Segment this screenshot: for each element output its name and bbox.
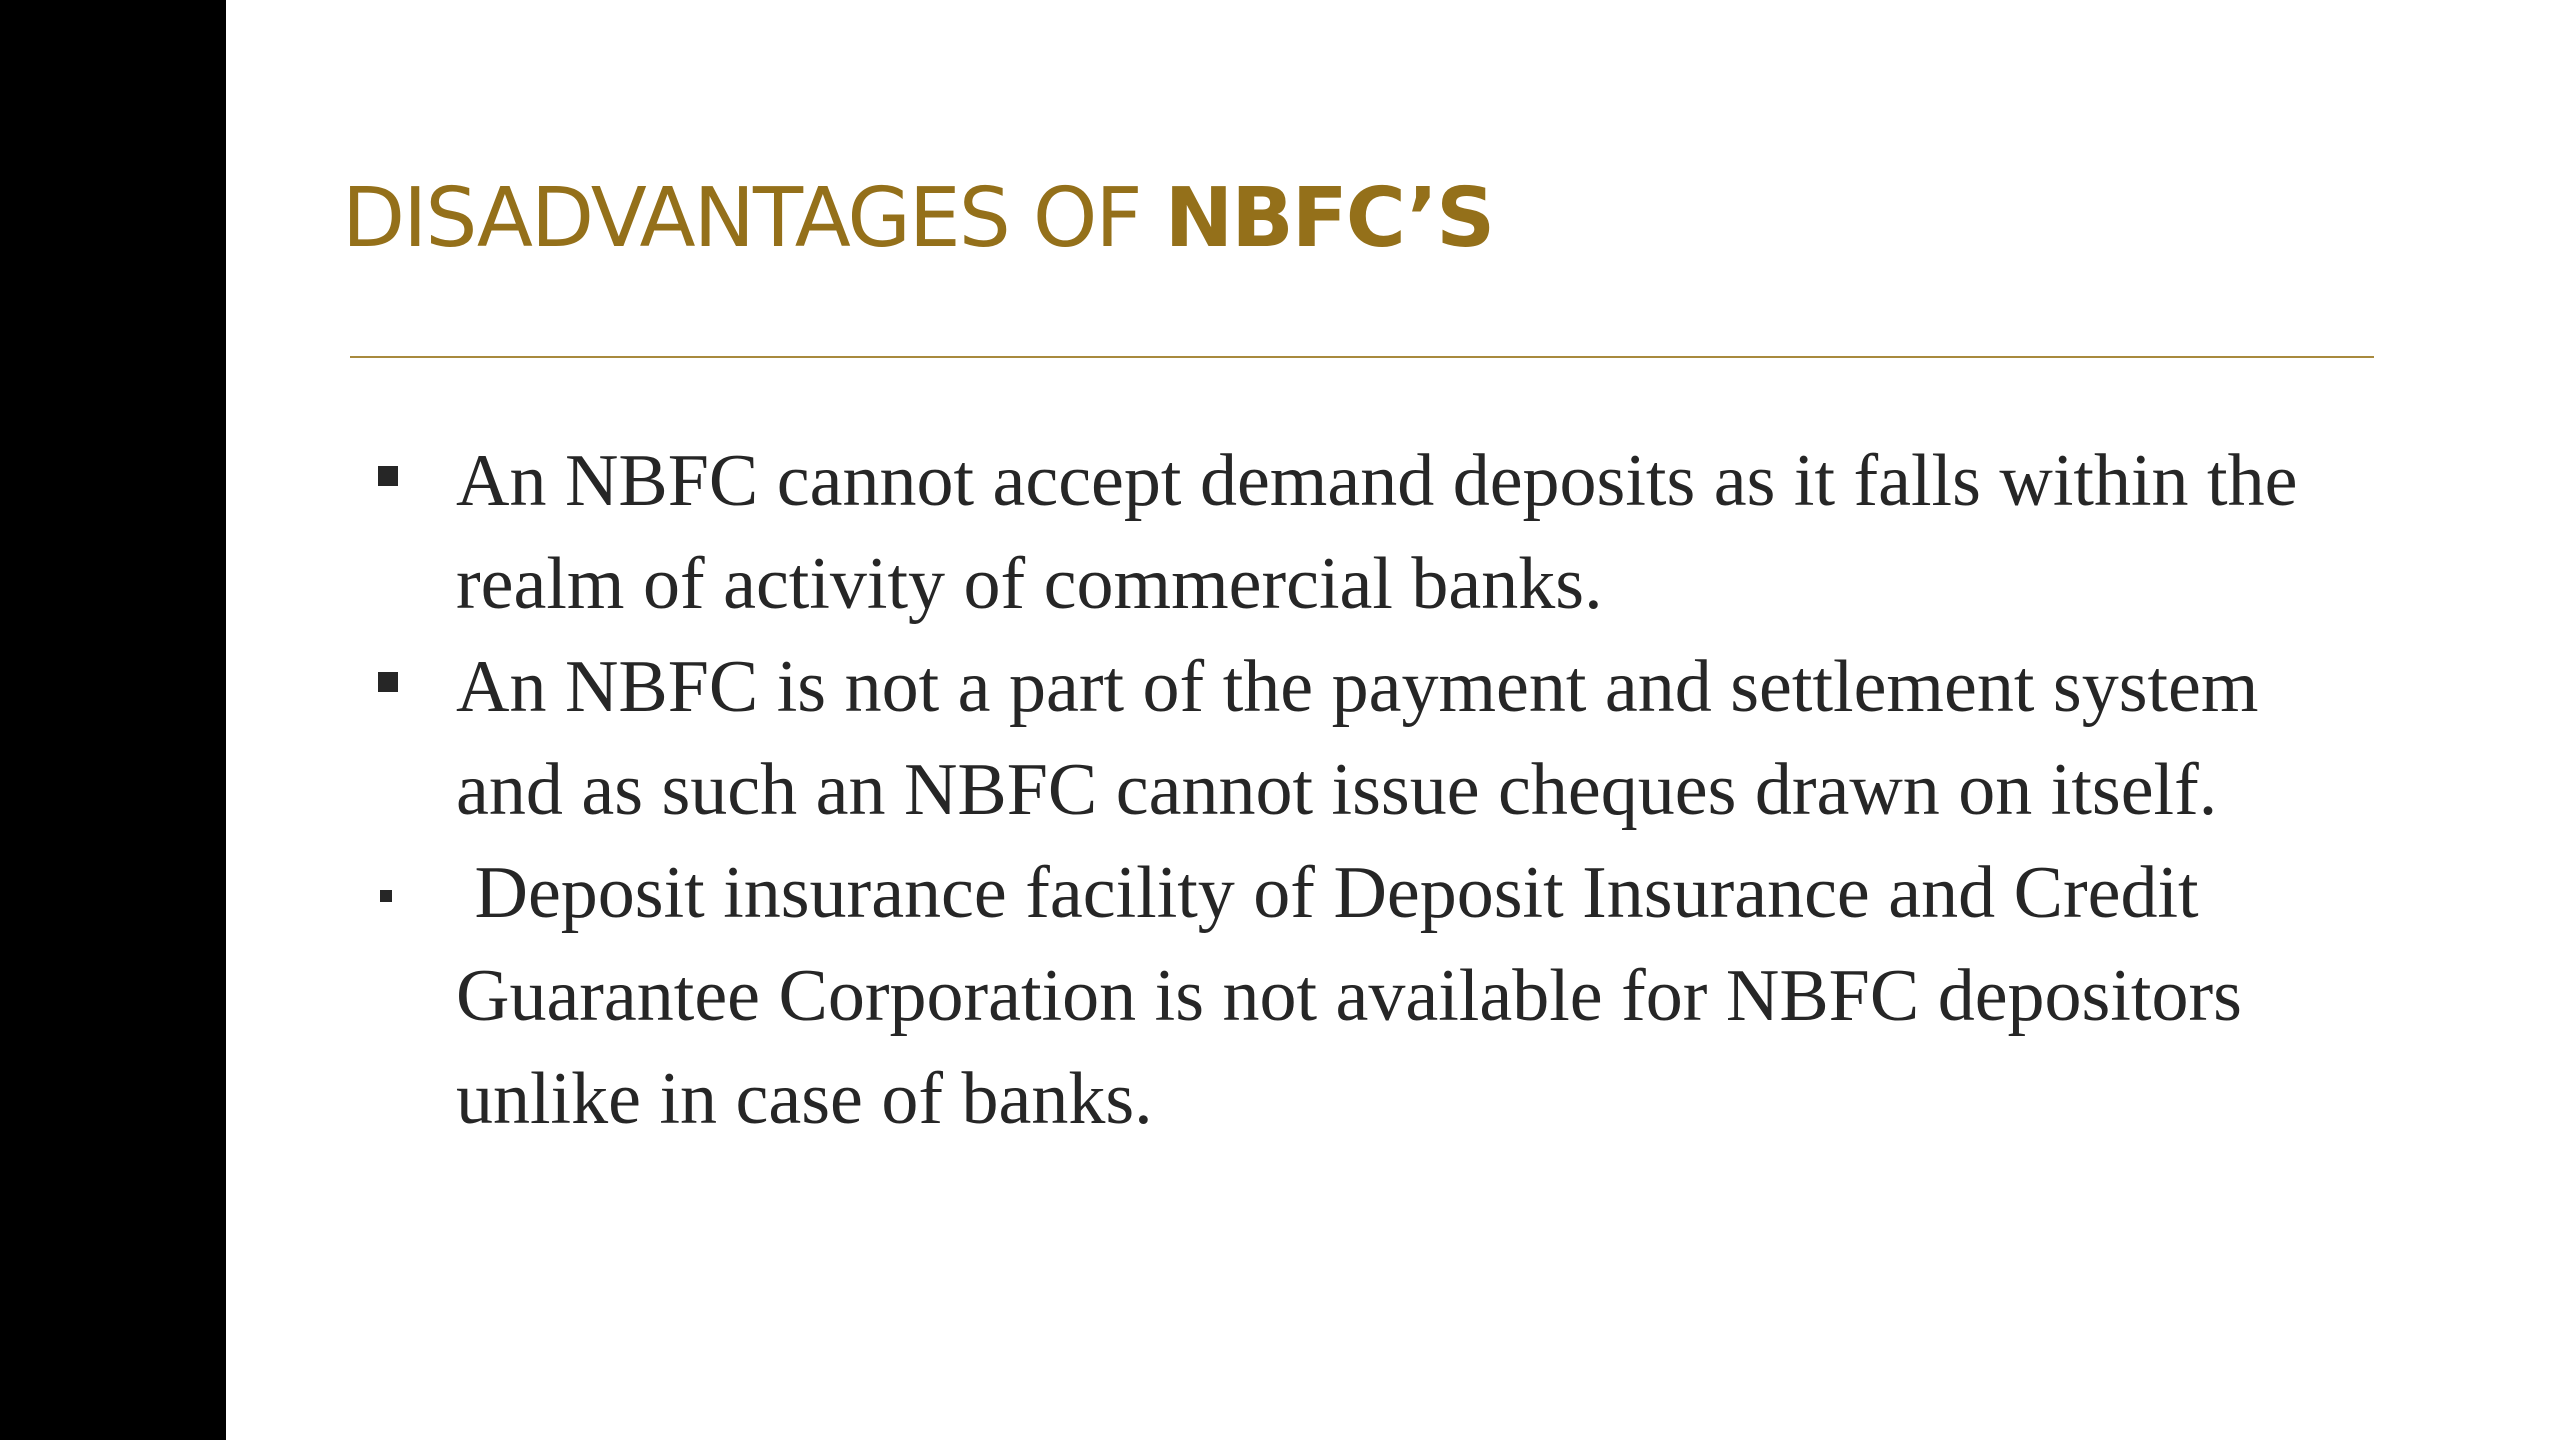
slide [226,0,2560,1440]
bullet-list [378,430,2338,1151]
square-bullet-icon [380,890,392,902]
slide-title-regular: DISADVANTAGES OF [342,171,1165,266]
bullet-text: Deposit insurance facility of Deposit Insurance and Credit Guarantee Corporation is not available for NBFC depositors unlike in case of banks. [456,852,2261,1140]
bullet-item [378,842,2338,1151]
slide-title-bold: NBFC’S [1164,171,1494,266]
bullet-text: An NBFC is not a part of the payment and settlement system and as such an NBFC cannot issue cheques drawn on itself. [456,646,2259,831]
slide-title [342,171,1494,266]
bullet-text: An NBFC cannot accept demand deposits as it falls within the realm of activity of commercial banks. [456,440,2298,625]
bullet-item [378,636,2338,842]
bullet-item [378,430,2338,636]
square-bullet-icon [378,466,398,486]
square-bullet-icon [378,672,398,692]
title-divider [350,356,2374,358]
